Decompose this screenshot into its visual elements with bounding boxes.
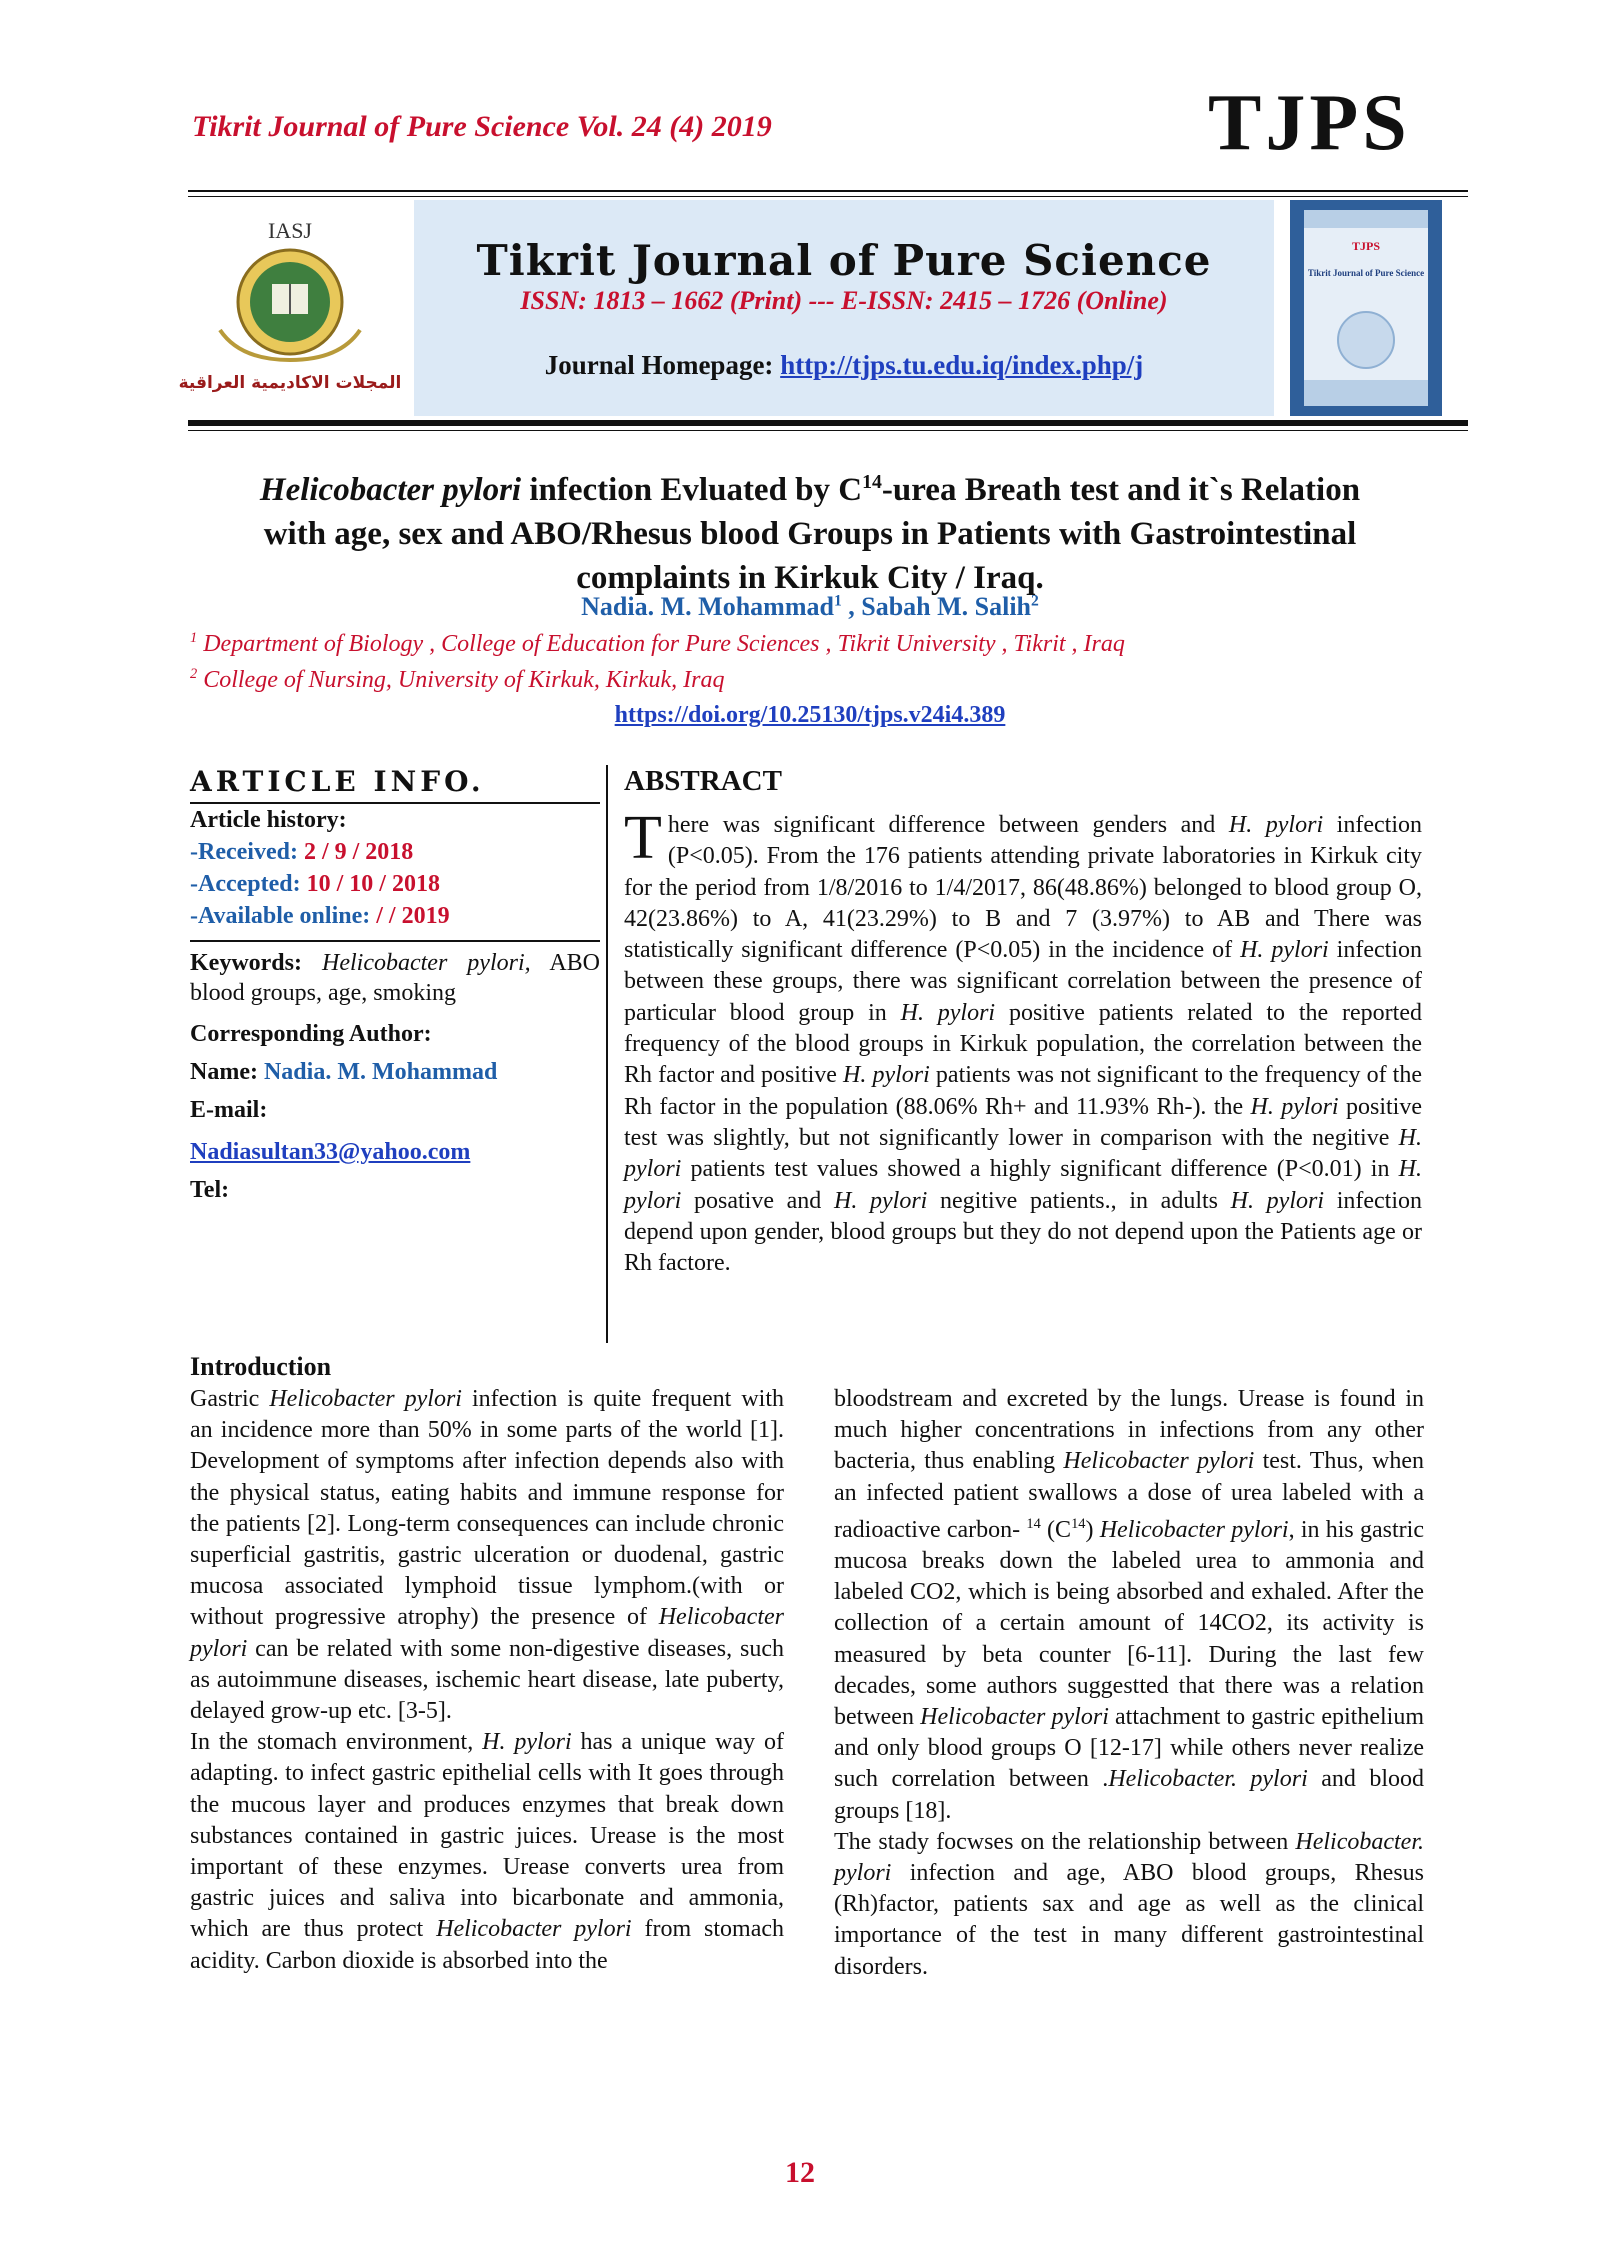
page-number: 12 xyxy=(785,2156,815,2189)
intro-column-right xyxy=(834,1384,1424,1983)
author-list: Nadia. M. Mohammad$^1$ , Sabah M. Salih$^2$ xyxy=(581,592,1039,621)
header-rule-bottom-thin xyxy=(188,430,1468,431)
online-date: -Available online: / / 2019 xyxy=(190,903,450,929)
journal-cover-thumbnail[interactable] xyxy=(1290,200,1442,416)
header-rule-top-thin xyxy=(188,196,1468,197)
email-row xyxy=(190,1136,600,1168)
affiliation-2: $^2$ College of Nursing, University of Kirkuk, Kirkuk, Iraq xyxy=(190,666,725,693)
abstract-body: There was significant difference between genders and H. pylori infection (P<0.05). From the 176 patients attending private laboratories in Kirkuk city for the period from 1/8/2016 to 1/4/2017, 86(48.86%) belonged to blood group O, 42(23.86%) to A, 41(23.29%) to B and 7 (3.97%) to AB and There was statistically significant difference (P<0.05) in the incidence of H. pylori infection between these groups, there was significant correlation between the presence of particular blood group in H. pylori positive patients related to the reported frequency of the blood groups in Kirkuk population, the correlation between the Rh factor and positive H. pylori patients was not significant to the frequency of the Rh factor in the population (88.06% Rh+ and 11.93% Rh-). the H. pylori positive test was slightly, but not significantly lower in comparison with the negitive H. pylori patients test values showed a highly significant difference (P<0.01) in H. pylori posative and H. pylori negitive patients., in adults H. pylori infection depend upon gender, blood groups but they do not depend upon the Patients age or Rh factore. xyxy=(624,804,1422,1277)
email-link[interactable]: Nadiasultan33@yahoo.com xyxy=(190,1139,471,1165)
accepted-date: -Accepted: 10 / 10 / 2018 xyxy=(190,871,440,897)
corresponding-author-label: Corresponding Author: xyxy=(190,1021,432,1047)
author-name: Nadia. M. Mohammad xyxy=(581,592,834,621)
article-info xyxy=(190,765,600,1206)
cover-image-icon xyxy=(1290,200,1442,416)
affiliation-1: $^1$ Department of Biology , College of Education for Pure Sciences , Tikrit University , Tikrit , Iraq xyxy=(190,630,1125,657)
corresponding-name: Name: Nadia. M. Mohammad xyxy=(190,1059,498,1085)
cover-mark: TJPS xyxy=(1351,239,1381,253)
email-label: E-mail: xyxy=(190,1097,268,1123)
abstract-dropcap: T xyxy=(624,804,662,872)
homepage-label: Journal Homepage: xyxy=(544,350,774,380)
header-rule-bottom xyxy=(188,420,1468,426)
author-name: Sabah M. Salih xyxy=(861,592,1032,621)
intro-paragraph-1: Gastric Helicobacter pylori infection is quite frequent with an incidence more than 50% in some parts of the world [1]. Development of symptoms after infection depends also with the physical status, eating habits and immune response for the patients [2]. Long-term consequences can include chronic superficial gastritis, gastric ulceration or duodenal, gastric mucosa associated lymphoid tissue lymphom.(with or without progressive atrophy) the presence of Helicobacter pylori can be related with some non-digestive diseases, such as autoimmune diseases, ischemic heart disease, late puberty, delayed grow-up etc. [3-5]. xyxy=(190,1386,784,1725)
intro-paragraph-2: In the stomach environment, H. pylori has a unique way of adapting. to infect gastric epithelial cells with It goes through the mucous layer and produces enzymes that break down substances contained in gastric juices. Urease is the most important of these enzymes. Urease converts urea from gastric juices and saliva into bicarbonate and ammonia, which are thus protect Helicobacter pylori from stomach acidity. Carbon dioxide is absorbed into the xyxy=(190,1729,784,1974)
cover-title: Tikrit Journal of Pure Science xyxy=(1307,268,1425,278)
iasj-logo-arabic: المجلات الاكاديمية العراقية xyxy=(178,373,402,393)
received-date: -Received: 2 / 9 / 2018 xyxy=(190,839,414,865)
header-rule-top xyxy=(188,190,1468,192)
tel-label: Tel: xyxy=(190,1177,230,1203)
keywords: Keywords: Helicobacter pylori, ABO blood groups, age, smoking xyxy=(190,950,600,1006)
info-divider xyxy=(190,940,600,942)
article-history-label: Article history: xyxy=(190,807,347,833)
banner-issn: ISSN: 1813 – 1662 (Print) --- E-ISSN: 2415 – 1726 (Online) xyxy=(520,286,1168,315)
iasj-logo[interactable] xyxy=(160,210,420,400)
doi-link[interactable]: https://doi.org/10.25130/tjps.v24i4.389 xyxy=(614,702,1006,728)
intro-paragraph-3: bloodstream and excreted by the lungs. Urease is found in much higher concentrations in infections from any other bacteria, thus enabling Helicobacter pylori test. Thus, when an infected patient swallows a dose of urea labeled with a radioactive carbon- $^{14}$ $(C^{14})$ Helicobacter pylori, in his gastric mucosa breaks down the labeled urea to ammonia and labeled CO2, which is being absorbed and exhaled. After the collection of a certain amount of 14CO2, its activity is measured by beta counter [6-11]. During the last few decades, some authors suggestted that there was a relation between Helicobacter pylori attachment to gastric epithelium and only blood groups O [12-17] while others never realize such correlation between .Helicobacter. pylori and blood groups [18]. xyxy=(834,1386,1424,1824)
banner-homepage xyxy=(414,350,1274,381)
homepage-link[interactable]: http://tjps.tu.edu.iq/index.php/j xyxy=(780,350,1144,380)
introduction-heading: Introduction xyxy=(190,1352,332,1381)
iasj-emblem-icon xyxy=(160,210,420,400)
tjps-wordmark: TJPS xyxy=(1208,79,1411,167)
abstract-divider xyxy=(606,765,608,1343)
doi-link-container xyxy=(230,702,1390,729)
journal-volume-line: Tikrit Journal of Pure Science Vol. 24 (4) 2019 xyxy=(192,110,772,143)
paper-title: Helicobacter pylori infection Evluated by $C^{14}$-urea Breath test and it`s Relation with age, sex and ABO/Rhesus blood Groups in Patients with Gastrointestinal complaints in Kirkuk City / Iraq. xyxy=(259,471,1361,596)
intro-paragraph-4: The stady focwses on the relationship between Helicobacter. pylori infection and age, ABO blood groups, Rhesus (Rh)factor, patients sax and age as well as the clinical importance of the test in many different gastrointestinal disorders. xyxy=(834,1828,1424,1980)
article-info-title: ARTICLE INFO. xyxy=(190,765,600,804)
iasj-logo-text: IASJ xyxy=(267,218,313,243)
abstract-heading: ABSTRACT xyxy=(624,765,782,797)
banner-title: Tikrit Journal of Pure Science xyxy=(476,236,1212,285)
intro-column-left xyxy=(190,1384,784,1977)
